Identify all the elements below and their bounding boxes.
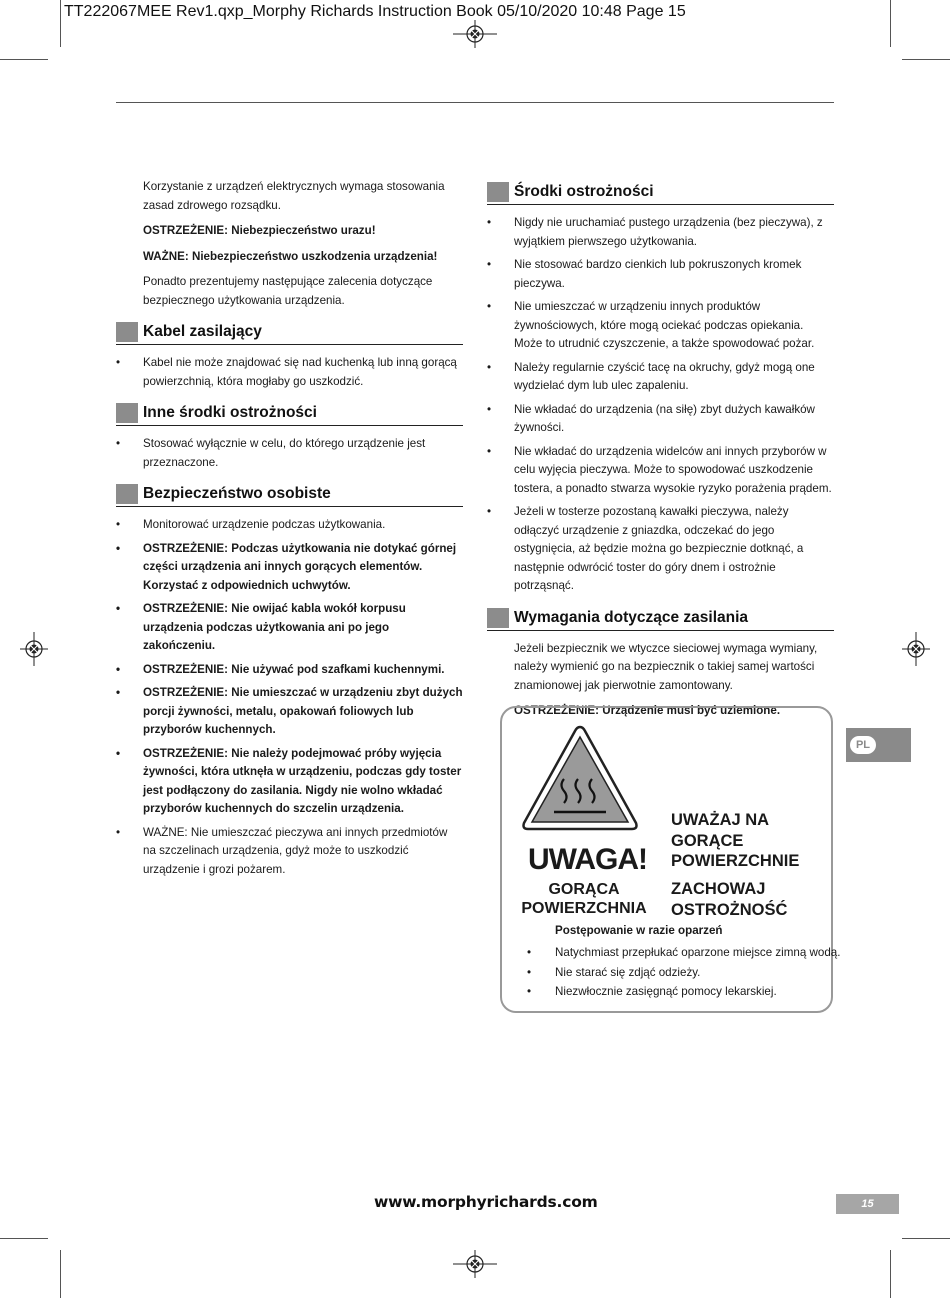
list-item: • OSTRZEŻENIE: Podczas użytkowania nie dotykać górnej części urządzenia ani innych gorących elementów. Korzystać z odpowiednich uchwytów. <box>116 541 457 592</box>
hot-surface-warning-icon <box>520 723 640 833</box>
section-title: Bezpieczeństwo osobiste <box>143 485 331 502</box>
crop-mark <box>60 0 61 47</box>
list-item: • Kabel nie może znajdować się nad kuchenką lub inną gorącą powierzchnią, która mogłaby go uszkodzić. <box>116 356 457 388</box>
list-item-text: Natychmiast przepłukać oparzone miejsce zimną wodą. <box>555 946 841 959</box>
slug-line: TT222067MEE Rev1.qxp_Morphy Richards Instruction Book 05/10/2020 10:48 Page 15 <box>64 3 686 20</box>
list-item: • Nie stosować bardzo cienkich lub pokruszonych kromek pieczywa. <box>487 258 802 290</box>
list-item-text: Kabel nie może znajdować się nad kuchenką lub inną gorącą powierzchnią, która mogłaby go uszkodzić. <box>143 356 457 388</box>
list-item: • Nigdy nie uruchamiać pustego urządzenia (bez pieczywa), z wyjątkiem pierwszego użytkowania. <box>487 216 823 248</box>
list-item-text: Nie wkładać do urządzenia widelców ani innych przyborów w celu wyjęcia pieczywa. Może to spowodować uszkodzenie tostera, a ponadto stwarza wysokie ryzyko porażenia prądem. <box>514 444 832 495</box>
list-item-text: OSTRZEŻENIE: Nie należy podejmować próby wyjęcia żywności, która utknęła w urządzeniu, podczas gdy toster jest podłączony do zasilania. Nigdy nie wolno wkładać przyborów kuchennych do szczelin urządzenia. <box>143 746 462 815</box>
list-item: • OSTRZEŻENIE: Nie owijać kabla wokół korpusu urządzenia podczas użytkowania ani po jego zakończeniu. <box>116 602 406 652</box>
warning-injury: OSTRZEŻENIE: Niebezpieczeństwo urazu! <box>143 224 376 237</box>
list-item-text: WAŻNE: Nie umieszczać pieczywa ani innych przedmiotów na szczelinach urządzenia, gdyż może to uszkodzić urządzenie i grozi pożarem. <box>143 825 448 876</box>
list-item-text: Nie umieszczać w urządzeniu innych produktów żywnościowych, które mogą ociekać podczas opiekania. Może to utrudnić czyszczenie, a także spowodować pożar. <box>514 300 815 350</box>
careful-label: ZACHOWAJ OSTROŻNOŚĆ <box>671 880 788 919</box>
crop-mark <box>902 59 950 60</box>
list-item: • Niezwłocznie zasięgnąć pomocy lekarskiej. <box>527 985 777 998</box>
registration-mark-icon <box>902 632 930 666</box>
left-column <box>116 178 463 885</box>
list-item-text: Niezwłocznie zasięgnąć pomocy lekarskiej. <box>555 985 777 998</box>
list-item-text: Nie stosować bardzo cienkich lub pokruszonych kromek pieczywa. <box>514 258 802 290</box>
list-item: • Stosować wyłącznie w celu, do którego urządzenie jest przeznaczone. <box>116 437 426 469</box>
header-rule <box>116 102 834 103</box>
burns-list <box>527 943 840 1002</box>
crop-mark <box>0 59 48 60</box>
list-item: • Nie wkładać do urządzenia widelców ani innych przyborów w celu wyjęcia pieczywa. Może to spowodować uszkodzenie tostera, a ponadto stwarza wysokie ryzyko porażenia prądem. <box>487 444 832 495</box>
section-title: Środki ostrożności <box>514 183 654 200</box>
list-item-text: Stosować wyłącznie w celu, do którego urządzenie jest przeznaczone. <box>143 437 426 469</box>
warning-damage: WAŻNE: Niebezpieczeństwo uszkodzenia urządzenia! <box>143 249 438 263</box>
list-item: • OSTRZEŻENIE: Nie używać pod szafkami kuchennymi. <box>116 662 445 676</box>
list-item: • Należy regularnie czyścić tacę na okruchy, gdyż mogą one wydzielać dym lub ulec zapaleniu. <box>487 360 815 392</box>
section-heading <box>487 182 834 205</box>
bullet-list <box>116 354 463 391</box>
beware-label: UWAŻAJ NA GORĄCE POWIERZCHNIE <box>671 811 800 870</box>
heading-marker <box>487 182 509 202</box>
heading-marker <box>487 608 509 628</box>
section-heading <box>116 403 463 426</box>
list-item-text: Nigdy nie uruchamiać pustego urządzenia (bez pieczywa), z wyjątkiem pierwszego użytkowania. <box>514 216 823 248</box>
intro-text-2: Ponadto prezentujemy następujące zalecenia dotyczące bezpiecznego użytkowania urządzenia. <box>143 275 433 307</box>
list-item: • Nie wkładać do urządzenia (na siłę) zbyt dużych kawałków żywności. <box>487 402 815 434</box>
list-item: • Nie starać się zdjąć odzieży. <box>527 965 701 979</box>
language-tab <box>846 728 911 762</box>
registration-mark-icon <box>453 1250 497 1278</box>
section-heading <box>116 322 463 345</box>
list-item-text: Jeżeli w tosterze pozostaną kawałki pieczywa, należy odłączyć urządzenie z gniazdka, odczekać do jego ostygnięcia, aż będzie można go bezpiecznie dotknąć, a następnie odwrócić toster do góry dnem i ostrożnie potrząsnąć. <box>514 505 804 592</box>
burns-title: Postępowanie w razie oparzeń <box>555 924 723 937</box>
bullet-list <box>116 516 463 879</box>
list-item-text: Monitorować urządzenie podczas użytkowania. <box>143 518 386 531</box>
website-url: www.morphyrichards.com <box>374 1193 598 1211</box>
language-badge: PL <box>850 736 876 754</box>
registration-mark-icon <box>20 632 48 666</box>
crop-mark <box>60 1250 61 1298</box>
list-item-text: OSTRZEŻENIE: Podczas użytkowania nie dotykać górnej części urządzenia ani innych gorących elementów. Korzystać z odpowiednich uchwytów. <box>143 541 457 592</box>
list-item-text: Należy regularnie czyścić tacę na okruchy, gdyż mogą one wydzielać dym lub ulec zapaleniu. <box>514 360 815 392</box>
power-warning: OSTRZEŻENIE: Urządzenie musi być uziemione. <box>514 704 781 717</box>
right-column <box>487 182 834 728</box>
list-item: • Nie umieszczać w urządzeniu innych produktów żywnościowych, które mogą ociekać podczas opiekania. Może to utrudnić czyszczenie, a także spowodować pożar. <box>487 300 815 350</box>
list-item-text: OSTRZEŻENIE: Nie owijać kabla wokół korpusu urządzenia podczas użytkowania ani po jego zakończeniu. <box>143 602 406 652</box>
list-item: • OSTRZEŻENIE: Nie umieszczać w urządzeniu zbyt dużych porcji żywności, metalu, opakowań foliowych lub przyborów kuchennych. <box>116 686 463 736</box>
heading-marker <box>116 322 138 342</box>
list-item-text: Nie starać się zdjąć odzieży. <box>555 965 701 979</box>
crop-mark <box>890 1250 891 1298</box>
bullet-list <box>116 435 463 472</box>
section-title: Kabel zasilający <box>143 323 262 340</box>
heading-marker <box>116 484 138 504</box>
section-title: Inne środki ostrożności <box>143 404 317 421</box>
list-item: • Jeżeli w tosterze pozostaną kawałki pieczywa, należy odłączyć urządzenie z gniazdka, odczekać do jego ostygnięcia, aż będzie można go bezpiecznie dotknąć, a następnie odwrócić toster do góry dnem i ostrożnie potrząsnąć. <box>487 505 804 592</box>
list-item-text: OSTRZEŻENIE: Nie używać pod szafkami kuchennymi. <box>143 662 445 676</box>
list-item: • Natychmiast przepłukać oparzone miejsce zimną wodą. <box>527 946 841 959</box>
power-text: Jeżeli bezpiecznik we wtyczce sieciowej wymaga wymiany, należy wymienić go na bezpiecznik o takiej samej wartości znamionowej jak pierwotnie zamontowany. <box>514 641 818 692</box>
crop-mark <box>0 1238 48 1239</box>
list-item: • OSTRZEŻENIE: Nie należy podejmować próby wyjęcia żywności, która utknęła w urządzeniu, podczas gdy toster jest podłączony do zasilania. Nigdy nie wolno wkładać przyborów kuchennych do szczelin urządzenia. <box>116 746 462 815</box>
hot-surface-label: GORĄCA POWIERZCHNIA <box>521 881 647 917</box>
section-title: Wymagania dotyczące zasilania <box>514 608 749 626</box>
section-heading <box>487 608 834 631</box>
crop-mark <box>902 1238 950 1239</box>
section-heading <box>116 484 463 507</box>
crop-mark <box>890 0 891 47</box>
intro-text: Korzystanie z urządzeń elektrycznych wymaga stosowania zasad zdrowego rozsądku. <box>143 180 445 212</box>
heading-marker <box>116 403 138 423</box>
page-number: 15 <box>836 1194 899 1214</box>
registration-mark-icon <box>453 20 497 48</box>
list-item-text: Nie wkładać do urządzenia (na siłę) zbyt dużych kawałków żywności. <box>514 402 815 434</box>
bullet-list <box>487 214 834 596</box>
uwaga-label: UWAGA! <box>528 843 647 876</box>
list-item: • Monitorować urządzenie podczas użytkowania. <box>116 518 386 531</box>
list-item-text: OSTRZEŻENIE: Nie umieszczać w urządzeniu zbyt dużych porcji żywności, metalu, opakowań foliowych lub przyborów kuchennych. <box>143 686 463 736</box>
list-item: • WAŻNE: Nie umieszczać pieczywa ani innych przedmiotów na szczelinach urządzenia, gdyż może to uszkodzić urządzenie i grozi pożarem. <box>116 825 448 876</box>
